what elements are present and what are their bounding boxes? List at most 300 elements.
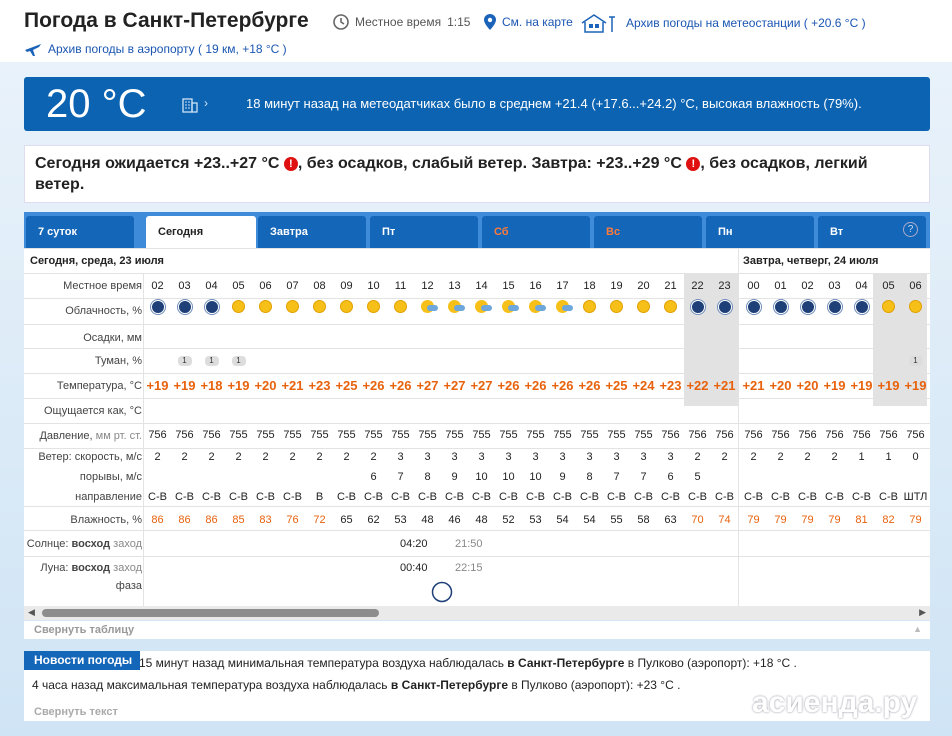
wind-speed-cell: 3 (667, 451, 674, 463)
wind-speed-cell: 2 (831, 451, 838, 463)
temp-cell: +20 (796, 378, 819, 393)
pressure-cell: 756 (825, 429, 844, 441)
temp-cell: +23 (308, 378, 331, 393)
humidity-cell: 86 (205, 514, 218, 526)
cloud-cell (171, 300, 198, 317)
partly-cloudy-icon (448, 300, 461, 313)
tab-saturday[interactable]: Сб (482, 216, 590, 248)
temp-cell: +18 (200, 378, 223, 393)
direction-cell: С-В (499, 491, 518, 503)
night-cloud-icon (801, 300, 815, 314)
direction-cell: С-В (771, 491, 790, 503)
temp-cell: +19 (227, 378, 250, 393)
news-badge: Новости погоды (24, 651, 140, 670)
pressure-cell: 755 (472, 429, 491, 441)
hour-cell: 18 (583, 280, 596, 292)
wind-speed-cell: 2 (694, 451, 701, 463)
hour-cell: 05 (232, 280, 245, 292)
humidity-cell: 46 (448, 514, 461, 526)
forecast-today: Сегодня ожидается +23..+27 °C (35, 155, 280, 172)
wind-speed-cell: 1 (885, 451, 892, 463)
map-link-wrap[interactable] (484, 14, 573, 30)
night-cloud-icon (828, 300, 842, 314)
airplane-icon (24, 41, 42, 57)
wind-speed-cell: 3 (424, 451, 431, 463)
partly-cloudy-icon (475, 300, 488, 313)
wind-speed-cell: 2 (721, 451, 728, 463)
pressure-cell: 755 (337, 429, 356, 441)
cloud-cell (441, 300, 468, 316)
row-label-moon (24, 562, 142, 574)
wind-speed-cell: 2 (750, 451, 757, 463)
pressure-cell: 755 (418, 429, 437, 441)
temp-cell: +21 (713, 378, 736, 393)
hour-cell: 22 (691, 280, 704, 292)
cloud-cell (767, 300, 794, 317)
wind-speed-cell: 2 (804, 451, 811, 463)
pressure-cell: 755 (229, 429, 248, 441)
humidity-cell: 55 (610, 514, 623, 526)
tab-tomorrow[interactable]: Завтра (258, 216, 366, 248)
direction-cell: С-В (445, 491, 464, 503)
direction-cell: С-В (688, 491, 707, 503)
tab-tuesday[interactable]: Вт (818, 216, 926, 248)
humidity-cell: 79 (828, 514, 841, 526)
collapse-table-label[interactable]: Свернуть таблицу (34, 624, 135, 636)
collapse-text-link[interactable]: Свернуть текст (34, 706, 118, 718)
sun-icon (610, 300, 623, 313)
row-divider (24, 298, 930, 299)
airport-archive-link[interactable]: Архив погоды в аэропорту ( 19 км, +18 °C ) (48, 42, 287, 56)
row-label-fog: Туман, % (94, 355, 142, 367)
pressure-label: Давление, (39, 430, 93, 442)
sun-label: Солнце: (26, 538, 69, 550)
row-label-direction: направление (75, 491, 142, 503)
moonrise-label: восход (71, 562, 111, 574)
wind-speed-cell: 3 (505, 451, 512, 463)
pressure-cell: 756 (798, 429, 817, 441)
pressure-cell: 756 (879, 429, 898, 441)
humidity-cell: 85 (232, 514, 245, 526)
gust-cell: 7 (640, 471, 647, 483)
pressure-cell: 756 (771, 429, 790, 441)
forecast-summary (24, 145, 930, 203)
direction-cell: С-В (715, 491, 734, 503)
pressure-cell: 755 (553, 429, 572, 441)
direction-cell: С-В (580, 491, 599, 503)
direction-cell: С-В (879, 491, 898, 503)
direction-cell: С-В (472, 491, 491, 503)
hour-cell: 20 (637, 280, 650, 292)
temp-cell: +25 (605, 378, 628, 393)
hour-cell: 14 (475, 280, 488, 292)
gust-cell: 8 (586, 471, 593, 483)
sunset-label: заход (113, 538, 142, 550)
pressure-cell: 756 (906, 429, 925, 441)
temp-cell: +27 (443, 378, 466, 393)
pressure-cell: 756 (175, 429, 194, 441)
row-divider (24, 398, 930, 399)
humidity-cell: 79 (774, 514, 787, 526)
current-weather-banner (24, 77, 930, 131)
wind-speed-cell: 2 (289, 451, 296, 463)
temp-cell: +19 (904, 378, 927, 393)
direction-cell: С-В (825, 491, 844, 503)
sun-icon (367, 300, 380, 313)
pressure-cell: 755 (580, 429, 599, 441)
humidity-cell: 62 (367, 514, 380, 526)
temp-cell: +19 (146, 378, 169, 393)
row-divider (24, 506, 930, 507)
humidity-cell: 82 (882, 514, 895, 526)
moonset-time: 22:15 (455, 562, 483, 574)
hour-cell: 10 (367, 280, 380, 292)
pressure-cell: 755 (256, 429, 275, 441)
humidity-cell: 54 (556, 514, 569, 526)
hour-cell: 13 (448, 280, 461, 292)
station-archive-link[interactable]: Архив погоды на метеостанции ( +20.6 °C ) (626, 16, 866, 30)
sun-icon (664, 300, 677, 313)
cloud-cell (576, 300, 603, 316)
cloud-cell (657, 300, 684, 316)
hour-cell: 12 (421, 280, 434, 292)
wind-speed-cell: 2 (181, 451, 188, 463)
wind-speed-cell: 2 (316, 451, 323, 463)
hour-cell: 04 (205, 280, 218, 292)
cloud-cell (468, 300, 495, 316)
gust-cell: 6 (667, 471, 674, 483)
temp-cell: +20 (254, 378, 277, 393)
direction-cell: С-В (634, 491, 653, 503)
humidity-cell: 83 (259, 514, 272, 526)
temp-cell: +26 (551, 378, 574, 393)
sun-icon (340, 300, 353, 313)
news-2-city: в Санкт-Петербурге (390, 678, 508, 692)
moonset-label: заход (113, 562, 142, 574)
row-divider (24, 556, 930, 557)
cloud-cell (144, 300, 171, 317)
scroll-thumb[interactable] (42, 609, 379, 617)
pressure-cell: 755 (607, 429, 626, 441)
moonrise-time: 00:40 (400, 562, 428, 574)
temp-cell: +26 (497, 378, 520, 393)
direction-cell: С-В (256, 491, 275, 503)
fog-cell (902, 354, 929, 366)
sunrise-label: восход (71, 538, 111, 550)
direction-cell: С-В (148, 491, 167, 503)
gust-cell: 10 (475, 471, 488, 483)
temp-cell: +21 (281, 378, 304, 393)
night-cloud-icon (747, 300, 761, 314)
gust-cell: 7 (613, 471, 620, 483)
direction-cell: С-В (283, 491, 302, 503)
night-cloud-icon (178, 300, 192, 314)
cloud-cell (684, 300, 711, 317)
sun-icon (259, 300, 272, 313)
row-divider (24, 273, 930, 274)
temp-cell: +26 (524, 378, 547, 393)
temp-cell: +19 (173, 378, 196, 393)
humidity-cell: 63 (664, 514, 677, 526)
cloud-cell (630, 300, 657, 316)
temp-cell: +19 (823, 378, 846, 393)
direction-cell: С-В (418, 491, 437, 503)
fog-icon: 1 (232, 356, 246, 366)
wind-speed-cell: 1 (858, 451, 865, 463)
humidity-cell: 48 (475, 514, 488, 526)
warning-icon: ! (686, 157, 700, 171)
pressure-cell: 755 (364, 429, 383, 441)
row-label-pressure (24, 430, 142, 442)
hour-cell: 03 (828, 280, 841, 292)
row-divider (24, 423, 930, 424)
night-cloud-icon (774, 300, 788, 314)
sunset-time: 21:50 (455, 538, 483, 550)
wind-speed-cell: 2 (262, 451, 269, 463)
fog-cell (171, 354, 198, 366)
partly-cloudy-icon (529, 300, 542, 313)
forecast-tomorrow-tail: , без осадков, легкий ветер. (35, 155, 868, 193)
sun-icon (286, 300, 299, 313)
row-label-sun (24, 538, 142, 550)
row-label-precip: Осадки, мм (83, 332, 142, 344)
collapse-table-link[interactable] (24, 621, 930, 639)
partly-cloudy-icon (502, 300, 515, 313)
cloud-cell (522, 300, 549, 316)
map-pin-icon (484, 14, 496, 30)
hour-cell: 06 (909, 280, 922, 292)
pressure-cell: 756 (148, 429, 167, 441)
gust-cell: 5 (694, 471, 701, 483)
temp-cell: +20 (769, 378, 792, 393)
temp-cell: +23 (659, 378, 682, 393)
direction-cell: С-В (364, 491, 383, 503)
night-cloud-icon (691, 300, 705, 314)
warning-icon: ! (284, 157, 298, 171)
humidity-cell: 58 (637, 514, 650, 526)
hour-cell: 19 (610, 280, 623, 292)
direction-cell: С-В (391, 491, 410, 503)
tab-today[interactable]: Сегодня (146, 216, 256, 248)
column-divider (738, 248, 739, 606)
news-item-1 (139, 656, 797, 670)
wind-speed-cell: 3 (640, 451, 647, 463)
cloud-cell (794, 300, 821, 317)
humidity-cell: 70 (691, 514, 704, 526)
direction-cell: С-В (798, 491, 817, 503)
temp-cell: +26 (362, 378, 385, 393)
gust-cell: 10 (529, 471, 542, 483)
wind-speed-cell: 3 (478, 451, 485, 463)
sun-icon (313, 300, 326, 313)
local-time-label: Местное время (355, 15, 442, 29)
gust-cell: 9 (559, 471, 566, 483)
humidity-cell: 53 (529, 514, 542, 526)
page-title: Погода в Санкт-Петербурге (24, 9, 309, 32)
sunrise-time: 04:20 (400, 538, 428, 550)
sun-icon (232, 300, 245, 313)
row-label-feels: Ощущается как, °C (43, 405, 142, 417)
pressure-cell: 756 (661, 429, 680, 441)
row-divider (24, 530, 930, 531)
current-temperature: 20 °C (46, 82, 147, 126)
tab-monday[interactable]: Пн (706, 216, 814, 248)
sun-icon (637, 300, 650, 313)
cloud-cell (848, 300, 875, 317)
direction-cell: С-В (553, 491, 572, 503)
row-divider (24, 348, 930, 349)
wind-speed-cell: 0 (912, 451, 919, 463)
row-label-gusts: порывы, м/с (79, 471, 142, 483)
humidity-cell: 53 (394, 514, 407, 526)
hour-cell: 11 (394, 280, 407, 292)
pressure-cell: 755 (283, 429, 302, 441)
station-link-wrap[interactable] (580, 13, 866, 33)
cloud-cell (495, 300, 522, 316)
temp-cell: +24 (632, 378, 655, 393)
scroll-right-icon[interactable]: ▶ (919, 607, 926, 617)
hour-cell: 02 (801, 280, 814, 292)
wind-speed-label: скорость, м/с (74, 451, 142, 463)
hour-cell: 23 (718, 280, 731, 292)
news-1-tail: в Пулково (аэропорт): +18 °C . (627, 656, 797, 670)
news-1-text: 15 минут назад минимальная температура воздуха наблюдалась (139, 656, 504, 670)
hour-cell: 16 (529, 280, 542, 292)
pressure-unit: мм рт. ст. (95, 430, 142, 442)
pressure-cell: 755 (445, 429, 464, 441)
tab-7-days[interactable]: 7 суток (26, 216, 134, 248)
wind-speed-cell: 2 (235, 451, 242, 463)
map-link[interactable]: См. на карте (502, 15, 573, 29)
hour-cell: 06 (259, 280, 272, 292)
cloud-cell (387, 300, 414, 316)
local-time (333, 14, 470, 30)
table-scrollbar[interactable] (24, 606, 930, 620)
collapse-arrow-icon[interactable]: ▲ (913, 624, 922, 634)
temp-cell: +19 (877, 378, 900, 393)
temp-cell: +26 (578, 378, 601, 393)
pressure-cell: 756 (202, 429, 221, 441)
wind-speed-cell: 3 (586, 451, 593, 463)
hour-cell: 21 (664, 280, 677, 292)
cloud-cell (333, 300, 360, 316)
period-tabs (24, 212, 930, 248)
row-divider (24, 324, 930, 325)
hour-cell: 00 (747, 280, 760, 292)
direction-cell: С-В (744, 491, 763, 503)
temp-cell: +19 (850, 378, 873, 393)
clock-icon (333, 14, 349, 30)
news-2-tail: в Пулково (аэропорт): +23 °C . (511, 678, 681, 692)
humidity-cell: 72 (313, 514, 326, 526)
gust-cell: 9 (451, 471, 458, 483)
wind-speed-cell: 2 (343, 451, 350, 463)
row-divider (24, 248, 930, 249)
cloud-cell (252, 300, 279, 316)
wind-speed-cell: 3 (613, 451, 620, 463)
hour-cell: 01 (774, 280, 787, 292)
hour-cell: 15 (502, 280, 515, 292)
night-cloud-icon (855, 300, 869, 314)
tab-sunday[interactable]: Вс (594, 216, 702, 248)
humidity-cell: 74 (718, 514, 731, 526)
humidity-cell: 86 (178, 514, 191, 526)
fog-cell (198, 354, 225, 366)
temp-cell: +26 (389, 378, 412, 393)
night-cloud-icon (718, 300, 732, 314)
humidity-cell: 48 (421, 514, 434, 526)
moon-phase-icon (431, 581, 453, 603)
gust-cell: 8 (424, 471, 431, 483)
fog-icon: 1 (909, 356, 923, 366)
row-label-clouds: Облачность, % (65, 305, 142, 317)
sun-icon (909, 300, 922, 313)
pressure-cell: 755 (634, 429, 653, 441)
pressure-cell: 755 (499, 429, 518, 441)
pressure-cell: 755 (391, 429, 410, 441)
cloud-cell (821, 300, 848, 317)
tab-friday[interactable]: Пт (370, 216, 478, 248)
humidity-cell: 81 (855, 514, 868, 526)
building-icon (181, 95, 199, 113)
cloud-cell (225, 300, 252, 316)
direction-cell: С-В (337, 491, 356, 503)
wind-speed-cell: 2 (370, 451, 377, 463)
fog-cell (225, 354, 252, 366)
humidity-cell: 76 (286, 514, 299, 526)
cloud-cell (198, 300, 225, 317)
humidity-cell: 79 (747, 514, 760, 526)
pressure-cell: 756 (744, 429, 763, 441)
direction-cell: С-В (229, 491, 248, 503)
humidity-cell: 65 (340, 514, 353, 526)
row-label-temp: Температура, °C (56, 380, 142, 392)
direction-cell: С-В (852, 491, 871, 503)
pressure-cell: 756 (688, 429, 707, 441)
row-divider (24, 373, 930, 374)
sun-icon (882, 300, 895, 313)
direction-cell: В (315, 491, 324, 503)
temp-cell: +25 (335, 378, 358, 393)
wind-speed-cell: 3 (559, 451, 566, 463)
partly-cloudy-icon (421, 300, 434, 313)
day2-title: Завтра, четверг, 24 июля (743, 255, 879, 267)
news-1-city: в Санкт-Петербурге (507, 656, 625, 670)
cloud-cell (875, 300, 902, 316)
hour-cell: 07 (286, 280, 299, 292)
cloud-cell (360, 300, 387, 316)
scroll-left-icon[interactable]: ◀ (28, 607, 35, 617)
weather-station-icon (580, 13, 620, 33)
airport-link-wrap[interactable] (24, 41, 287, 57)
humidity-cell: 52 (502, 514, 515, 526)
watermark-logo: асиенда.ру (752, 686, 918, 719)
row-divider (24, 448, 930, 449)
direction-cell: С-В (661, 491, 680, 503)
fog-icon: 1 (205, 356, 219, 366)
wind-speed-cell: 3 (532, 451, 539, 463)
sensor-summary: 18 минут назад на метеодатчиках было в среднем +21.4 (+17.6...+24.2) °C, высокая влажность (79%). (246, 96, 862, 111)
cloud-cell (902, 300, 929, 316)
cloud-cell (711, 300, 738, 317)
help-icon[interactable]: ? (903, 222, 918, 237)
hour-cell: 09 (340, 280, 353, 292)
row-label-humidity: Влажность, % (70, 514, 142, 526)
row-label-time: Местное время (63, 280, 142, 292)
forecast-tomorrow: , без осадков, слабый ветер. Завтра: +23..+29 °C (297, 155, 682, 172)
wind-speed-cell: 2 (208, 451, 215, 463)
sun-icon (583, 300, 596, 313)
